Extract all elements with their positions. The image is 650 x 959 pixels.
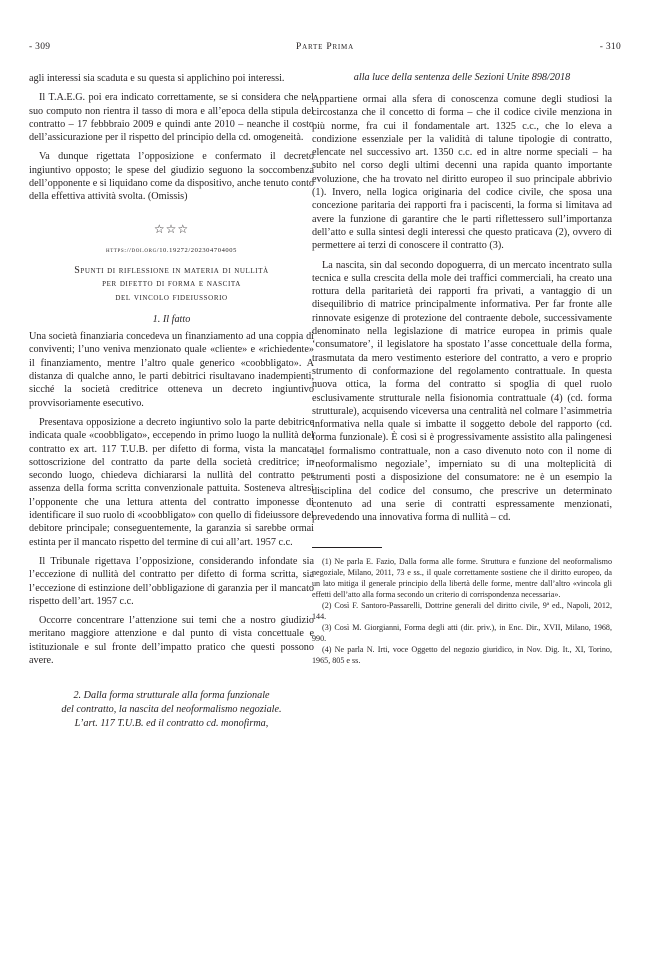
paragraph: Il T.A.E.G. poi era indicato correttamente, se si considera che nel suo computo non rientra il tasso di mora e all’epoca della stipula del contratto – 17 febbbraio 2009 e quindi ante 2010 – neanche il costo dell’assicurazione per il rispetto del principio della cd. omogeneità. xyxy=(29,92,314,144)
paragraph: Presentava opposizione a decreto ingiuntivo solo la parte debitrice indicata quale «coobbligato», eccependo in primo luogo la nullità del contratto ex art. 117 T.U.B. per difetto di forma, vista la mancata sottoscrizione del contratto da parte della società creditrice; in secondo luogo, chiedeva dichiararsi la nullità del contratto per assenza della forma scritta convenzionale pattuita. Sosteneva altresì l’opponente che una lettura attenta del contratto imponesse di identificare il suo ruolo di «coobbligato» con quello di fideiussore del debitore principale; conseguentemente, la garanzia si sarebbe ormai estinta per il mancato rispetto del termine di cui all’art. 1957 c.c. xyxy=(29,416,314,548)
page-number-right: - 310 xyxy=(599,42,621,52)
section-heading-2 xyxy=(29,689,314,731)
section-heading-line: L’art. 117 T.U.B. ed il contratto cd. monofirma, xyxy=(74,718,269,730)
paragraph: Il Tribunale rigettava l’opposizione, considerando infondate sia l’eccezione di nullità del contratto per difetto di forma scritta, sia l’eccezione di estinzione dell’obbligazione di garanzia per il mancato rispetto dell’art. 1957 c.c. xyxy=(29,555,314,607)
section-heading-line: alla luce della sentenza delle Sezioni Unite 898/2018 xyxy=(353,72,571,83)
section-heading-line: del contratto, la nascita del neoformalismo negoziale. xyxy=(61,704,282,716)
footnote: (3) Così M. Giorgianni, Forma degli atti (dir. priv.), in Enc. Dir., XVII, Milano, 1968, 990. xyxy=(312,622,612,643)
article-title-line: del vincolo fideiussorio xyxy=(115,291,228,303)
paragraph: agli interessi sia scaduta e su questa si applichino poi interessi. xyxy=(29,73,285,84)
paragraph: Una società finanziaria concedeva un finanziamento ad una coppia di conviventi; l’uno veniva menzionato quale «cliente» e «richiedente» il finanziamento, mentre l’altro quale generico «coobbligato». A distanza di qualche anno, le parti debitrici risultavano inadempienti, sicché la società creditrice otteneva un decreto ingiuntivo provvisoriamente esecutivo. xyxy=(29,331,314,409)
footnote-divider xyxy=(312,547,382,548)
section-separator-stars: ☆☆☆ xyxy=(153,221,190,236)
left-column xyxy=(29,72,314,731)
doi-link[interactable]: https://doi.org/10.19272/202304704005 xyxy=(106,246,237,254)
right-column xyxy=(312,72,612,666)
page-number-left: - 309 xyxy=(29,42,51,52)
section-heading-1: 1. Il fatto xyxy=(152,314,191,326)
footnote: (1) Ne parla E. Fazio, Dalla forma alle forme. Struttura e funzione del neoformalismo negoziale, Milano, 2011, 73 e ss., il quale correttamente sostiene che il diritto europeo, da un lato mitiga il generale principio della libertà delle forme, mentre dall’altro «vincola gli effetti dell’atto alla forma secondo un criterio di corrispondenza necessaria». xyxy=(312,556,612,599)
paragraph: Occorre concentrare l’attenzione sui temi che a nostro giudizio meritano maggiore attenzione e dal punto di vista concettuale e istituzionale e sul fronte dell’impatto pratico che questi possono avere. xyxy=(29,615,314,666)
footnotes xyxy=(312,556,612,666)
paragraph: Appartiene ormai alla sfera di conoscenza comune degli studiosi la circostanza che il concetto di forma – che il codice civile menziona in più norme, fra cui il fondamentale art. 1325 c.c., che lo eleva a condizione essenziale per la validità di talune tipologie di contratto, elencate nel successivo art. 1350 c.c. ed in altre norme speciali – ha subito nel corso degli ultimi decenni una rapida quanto importante evoluzione, che ha trovato nel diritto europeo il suo principale abbrivio (1). Invero, nella logica originaria del codice civile, che sposa una concezione paritaria dei rapporti fra i paciscenti, la forma si limitava ad avere la funzione di garantire che le parti riflettessero sull’importanza dell’atto e sulla sintesi degli interessi che questo praticava (2), ovvero di permettere ai terzi di conoscere il contratto (3). xyxy=(312,94,612,252)
article-title-line: Spunti di riflessione in materia di nullità xyxy=(74,264,269,276)
article-title-line: per difetto di forma e nascita xyxy=(102,278,241,290)
footnote: (4) Ne parla N. Irti, voce Oggetto del negozio giuridico, in Nov. Dig. It., XI, Torino, 1965, 805 e ss. xyxy=(312,644,612,665)
running-title: Parte Prima xyxy=(296,42,354,52)
paragraph: La nascita, sin dal secondo dopoguerra, di un mercato incentrato sulla tecnica e sulla crescita della mole dei traffici commerciali, ha creato una rottura della paritarietà dei rapporti fra privati, a vantaggio di un disequilibrio di matrice principalmente informativa. Per far fronte alle rinnovate esigenze di protezione del contraente debole, successivamente denominato nella legislazione di matrice europea in primis quale ‘consumatore’, il legislatore ha spostato l’asse concettuale della forma, trasmutata da mero vestimento esteriore del contratto, a vero e proprio strumento di conformazione del regolamento contrattuale. In questa nuova ottica, la forma del contratto si spoglia di quel ruolo esclusivamente strutturale nella fisionomia contrattuale (4) (cd. forma strutturale), acquisendo viceversa una centralità nel colmare l’asimmetria informativa nella quale si imbatte il soggetto debole del rapporto (cd. forma funzionale). È così si è progressivamente assistito alla palingenesi del formalismo contrattuale, non a caso divenuto noto con il nome di ‘neoformalismo negoziale’, imperniato su di una molteplicità di strumenti posti a disposizione del consumatore: ne è un esempio la disciplina del codice del consumo, che prescrive un determinato contenuto ad una serie di contratti espressamente menzionati, prevedendo una innovativa forma di nullità – cd. xyxy=(312,259,612,524)
section-heading-line: 2. Dalla forma strutturale alla forma funzionale xyxy=(73,690,270,702)
footnote: (2) Così F. Santoro-Passarelli, Dottrine generali del diritto civile, 9ª ed., Napoli, 2012, 144. xyxy=(312,600,612,621)
article-title xyxy=(29,264,314,305)
paragraph: Va dunque rigettata l’opposizione e confermato il decreto ingiuntivo opposto; le spese del giudizio seguono la soccombenza dell’opponente e si liquidano come da dispositivo, anche tenuto conto della effettiva attività svolta. (Omissis) xyxy=(29,151,314,203)
